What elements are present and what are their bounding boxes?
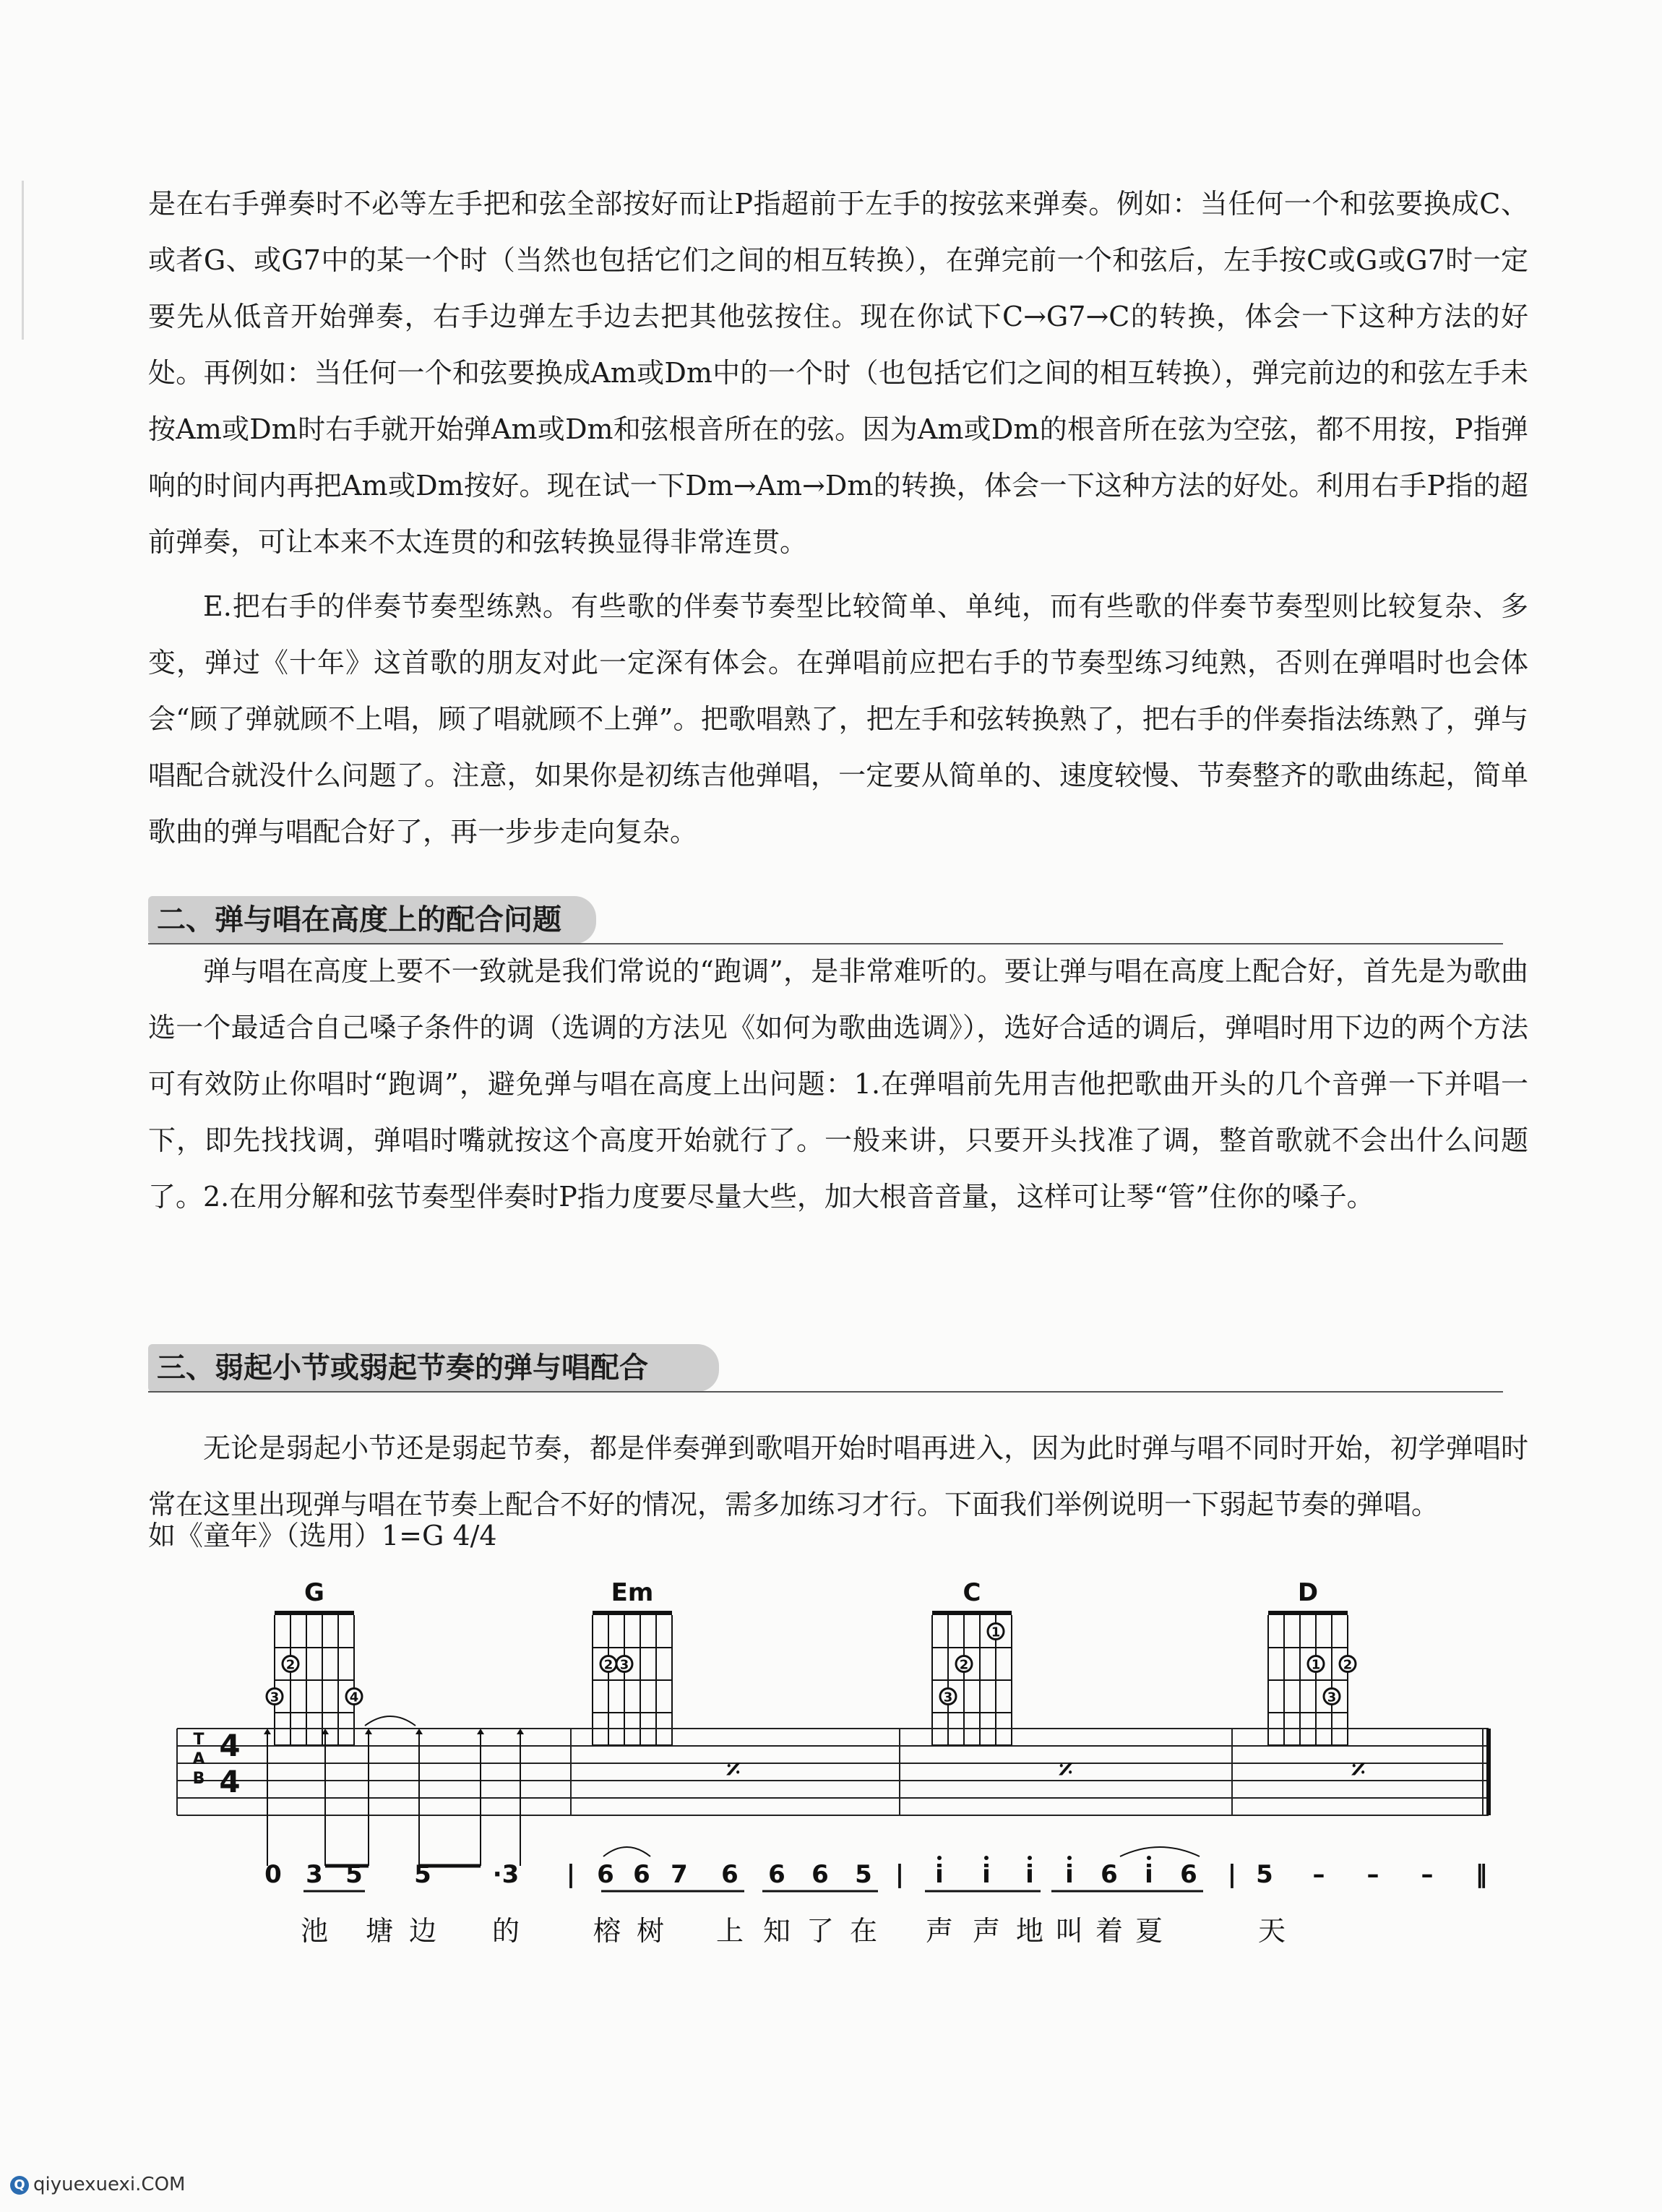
section-heading-pickup-text: 三、弱起小节或弱起节奏的弹与唱配合 (157, 1351, 648, 1385)
chord-finger-number: 3 (943, 1690, 953, 1705)
strum-arrowhead (517, 1729, 524, 1734)
strum-arrowhead (365, 1729, 372, 1734)
jianpu-barline: | (895, 1860, 905, 1889)
jianpu-note: 7 (671, 1860, 688, 1889)
jianpu-note: ·3 (492, 1860, 520, 1889)
jianpu-slur (603, 1847, 650, 1856)
chord-finger-number: 4 (349, 1690, 359, 1705)
jianpu-note: 5 (345, 1860, 363, 1889)
chord-finger-number: 2 (285, 1657, 296, 1673)
measure-repeat-sign: 𝄎 (725, 1752, 741, 1789)
jianpu-note: i (935, 1860, 944, 1889)
strum-arrowhead (477, 1729, 484, 1734)
chord-finger-number: 3 (270, 1690, 280, 1705)
lyric-syllable: 声 (925, 1915, 954, 1947)
tab-clef-letter: A (192, 1750, 205, 1768)
octave-dot (1147, 1856, 1151, 1860)
jianpu-note: i (1065, 1860, 1074, 1889)
lyric-syllable: 在 (849, 1915, 878, 1947)
jianpu-note: 3 (306, 1860, 323, 1889)
example-caption: 如《童年》（选用）1=G 4/4 (148, 1520, 497, 1552)
chord-nut (1268, 1611, 1348, 1615)
time-signature-digit: 4 (219, 1728, 241, 1763)
chord-finger-number: 3 (1327, 1690, 1337, 1705)
chord-finger-number: 3 (619, 1657, 629, 1673)
octave-dot (1028, 1856, 1032, 1860)
chord-nut (275, 1611, 354, 1615)
chord-name-d: D (1297, 1578, 1319, 1607)
jianpu-note: 6 (811, 1860, 829, 1889)
jianpu-note: 6 (768, 1860, 785, 1889)
lyric-syllable: 上 (715, 1915, 744, 1947)
jianpu-note: i (982, 1860, 991, 1889)
chord-finger-number: 2 (1343, 1657, 1353, 1673)
lyric-syllable: 了 (806, 1915, 835, 1947)
jianpu-note: 6 (1101, 1860, 1118, 1889)
lyric-syllable: 边 (408, 1915, 437, 1947)
jianpu-note: i (1025, 1860, 1034, 1889)
jianpu-note: 6 (633, 1860, 650, 1889)
lyric-syllable: 的 (491, 1915, 520, 1947)
strum-arrowhead (416, 1729, 423, 1734)
jianpu-barline: ‖ (1475, 1860, 1488, 1889)
jianpu-note: – (1421, 1860, 1434, 1889)
paragraph-rhythm-practice: E.把右手的伴奏节奏型练熟。有些歌的伴奏节奏型比较简单、单纯，而有些歌的伴奏节奏型则比较复杂、多变，弹过《十年》这首歌的朋友对此一定深有体会。在弹唱前应把右手的节奏型练习纯熟，否则在弹唱时也会体会“顾了弹就顾不上唱，顾了唱就顾不上弹”。把歌唱熟了，把左手和弦转换熟了，把右手的伴奏指法练熟了，弹与唱配合就没什么问题了。注意，如果你是初练吉他弹唱，一定要从简单的、速度较慢、节奏整齐的歌曲练起，简单歌曲的弹与唱配合好了，再一步步走向复杂。 (148, 590, 1528, 848)
chord-name-c: C (963, 1578, 981, 1607)
tab-clef-letter: B (192, 1770, 205, 1788)
strum-arrowhead (264, 1729, 271, 1734)
section-heading-pitch-text: 二、弹与唱在高度上的配合问题 (157, 903, 561, 937)
measure-repeat-sign: 𝄎 (1351, 1752, 1366, 1789)
measure-repeat-sign: 𝄎 (1058, 1752, 1074, 1789)
time-signature-digit: 4 (219, 1764, 241, 1799)
lyric-syllable: 塘 (365, 1915, 394, 1947)
lyric-syllable: 池 (300, 1915, 329, 1947)
lyric-syllable: 声 (972, 1915, 1001, 1947)
chord-name-em: Em (611, 1578, 654, 1607)
octave-dot (1067, 1856, 1072, 1860)
lyric-syllable: 叫 (1055, 1915, 1084, 1947)
octave-dot (937, 1856, 942, 1860)
lyric-syllable: 天 (1257, 1915, 1286, 1947)
chord-nut (593, 1611, 672, 1615)
jianpu-note: 6 (1180, 1860, 1197, 1889)
chord-finger-number: 2 (603, 1657, 613, 1673)
chord-name-g: G (304, 1578, 324, 1607)
jianpu-note: i (1145, 1860, 1153, 1889)
lyric-syllable: 着 (1095, 1915, 1124, 1947)
lyric-syllable: 榕 (593, 1915, 621, 1947)
jianpu-note: – (1366, 1860, 1379, 1889)
jianpu-note: – (1312, 1860, 1325, 1889)
lyric-syllable: 树 (636, 1915, 665, 1947)
jianpu-barline: | (566, 1860, 576, 1889)
chord-nut (932, 1611, 1012, 1615)
chord-finger-number: 1 (1311, 1657, 1321, 1673)
jianpu-note: 6 (721, 1860, 739, 1889)
jianpu-note: 5 (1256, 1860, 1273, 1889)
tie-arc (365, 1716, 416, 1726)
jianpu-note: 5 (855, 1860, 872, 1889)
jianpu-slur (1120, 1847, 1200, 1856)
lyric-syllable: 知 (762, 1915, 791, 1947)
lyric-syllable: 夏 (1134, 1915, 1163, 1947)
jianpu-note: 6 (597, 1860, 614, 1889)
site-watermark (10, 2174, 185, 2195)
octave-dot (984, 1856, 989, 1860)
jianpu-note: 5 (414, 1860, 431, 1889)
lyric-syllable: 地 (1015, 1915, 1044, 1947)
watermark-text: qiyuexuexi.COM (33, 2174, 186, 2195)
brand-logo-icon: Q (10, 2176, 29, 2195)
tab-clef-letter: T (193, 1731, 204, 1749)
paragraph-pitch-matching: 弹与唱在高度上要不一致就是我们常说的“跑调”，是非常难听的。要让弹与唱在高度上配合好，首先是为歌曲选一个最适合自己嗓子条件的调（选调的方法见《如何为歌曲选调》），选好合适的调后，弹唱时用下边的两个方法可有效防止你唱时“跑调”，避免弹与唱在高度上出问题：1.在弹唱前先用吉他把歌曲开头的几个音弹一下并唱一下，即先找找调，弹唱时嘴就按这个高度开始就行了。一般来讲，只要开头找准了调，整首歌就不会出什么问题了。2.在用分解和弦节奏型伴奏时P指力度要尽量大些，加大根音音量，这样可让琴“管”住你的嗓子。 (148, 955, 1528, 1213)
chord-finger-number: 2 (959, 1657, 969, 1673)
jianpu-barline: | (1227, 1860, 1237, 1889)
paragraph-pickup-measure: 无论是弱起小节还是弱起节奏，都是伴奏弹到歌唱开始时唱再进入，因为此时弹与唱不同时开始，初学弹唱时常在这里出现弹与唱在节奏上配合不好的情况，需多加练习才行。下面我们举例说明一下弱起节奏的弹唱。 (148, 1432, 1528, 1520)
chord-finger-number: 1 (991, 1624, 1001, 1640)
jianpu-note: 0 (264, 1860, 282, 1889)
paragraph-chord-change-tip: 是在右手弹奏时不必等左手把和弦全部按好而让P指超前于左手的按弦来弹奏。例如：当任何一个和弦要换成C、或者G、或G7中的某一个时（当然也包括它们之间的相互转换），在弹完前一个和弦后，左手按C或G或G7时一定要先从低音开始弹奏，右手边弹左手边去把其他弦按住。现在你试下C→G7→C的转换，体会一下这种方法的好处。再例如：当任何一个和弦要换成Am或Dm中的一个时（也包括它们之间的相互转换），弹完前边的和弦左手未按Am或Dm时右手就开始弹Am或Dm和弦根音所在的弦。因为Am或Dm的根音所在弦为空弦，都不用按，P指弹响的时间内再把Am或Dm按好。现在试一下Dm→Am→Dm的转换，体会一下这种方法的好处。利用右手P指的超前弹奏，可让本来不太连贯的和弦转换显得非常连贯。 (148, 188, 1528, 558)
